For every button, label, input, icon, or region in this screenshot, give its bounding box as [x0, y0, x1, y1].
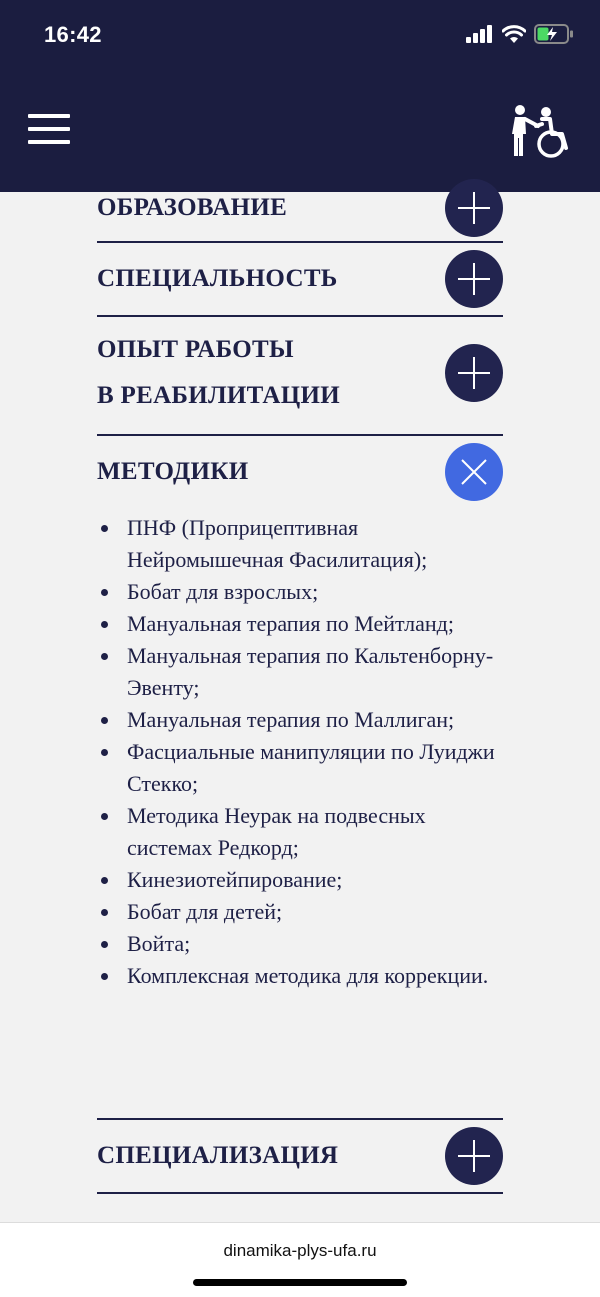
plus-icon: [457, 262, 491, 296]
expand-button[interactable]: [445, 179, 503, 237]
expand-button[interactable]: [445, 250, 503, 308]
accordion-item-experience: [97, 317, 503, 436]
list-item: Бобат для детей;: [97, 896, 503, 928]
plus-icon: [457, 1139, 491, 1173]
status-icons: [466, 24, 574, 44]
list-item: Методика Неурак на подвесных системах Редкорд;: [97, 800, 503, 864]
list-item: ПНФ (Проприцептивная Нейромышечная Фасилитация);: [97, 512, 503, 576]
list-item: Мануальная терапия по Маллиган;: [97, 704, 503, 736]
list-item: Кинезиотейпирование;: [97, 864, 503, 896]
list-item: Мануальная терапия по Мейтланд;: [97, 608, 503, 640]
expand-button[interactable]: [445, 344, 503, 402]
list-item: Войта;: [97, 928, 503, 960]
site-header: [0, 70, 600, 192]
accordion-title[interactable]: СПЕЦИАЛИЗАЦИЯ: [97, 1142, 339, 1169]
accordion-title-line: В РЕАБИЛИТАЦИИ: [97, 382, 340, 409]
battery-charging-icon: [534, 24, 574, 44]
rehab-logo-icon[interactable]: [506, 104, 570, 160]
accordion-title[interactable]: МЕТОДИКИ: [97, 458, 249, 485]
accordion-title[interactable]: ОБРАЗОВАНИЕ: [97, 194, 288, 221]
accordion-title-line: ОПЫТ РАБОТЫ: [97, 336, 294, 363]
home-indicator[interactable]: [193, 1279, 407, 1286]
close-icon: [460, 458, 488, 486]
accordion-item-education: [97, 192, 503, 243]
url-text[interactable]: dinamika-plys-ufa.ru: [223, 1241, 377, 1260]
accordion-title[interactable]: СПЕЦИАЛЬНОСТЬ: [97, 265, 338, 292]
status-time: 16:42: [44, 22, 102, 47]
accordion: [97, 192, 503, 1194]
collapse-button[interactable]: [445, 443, 503, 501]
list-item: Комплексная методика для коррекции.: [97, 960, 503, 992]
signal-icon: [466, 25, 494, 43]
list-item: Мануальная терапия по Кальтенборну-Эвенту;: [97, 640, 503, 704]
list-item: Бобат для взрослых;: [97, 576, 503, 608]
accordion-item-specialty: [97, 243, 503, 317]
accordion-item-specialization: [97, 1120, 503, 1194]
wifi-icon: [502, 25, 526, 43]
expand-button[interactable]: [445, 1127, 503, 1185]
methods-list: [97, 502, 503, 1020]
list-item: Фасциальные манипуляции по Луиджи Стекко;: [97, 736, 503, 800]
accordion-title[interactable]: [97, 327, 340, 419]
hamburger-menu-icon[interactable]: [28, 114, 70, 146]
browser-url-bar: [0, 1222, 600, 1297]
accordion-item-methods: [97, 436, 503, 1120]
plus-icon: [457, 191, 491, 225]
status-bar: [0, 0, 600, 70]
plus-icon: [457, 356, 491, 390]
